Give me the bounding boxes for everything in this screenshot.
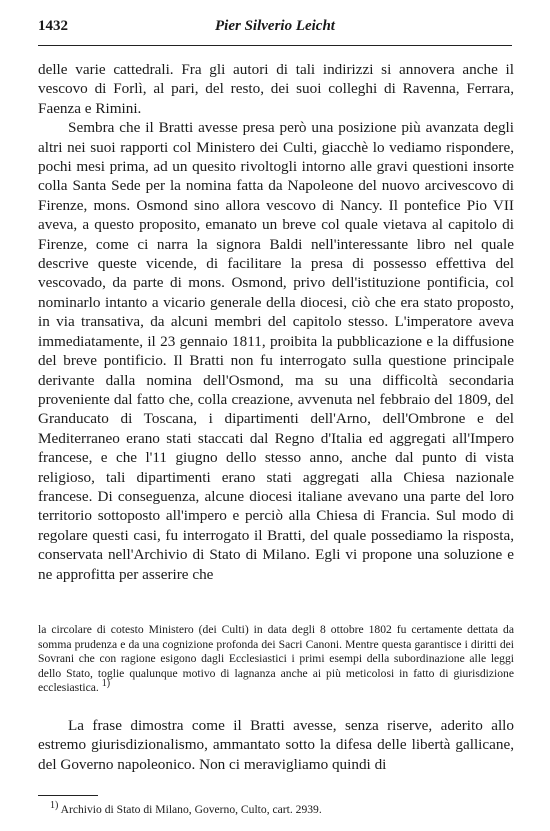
footnote-reference: 1) <box>101 678 111 690</box>
header-rule <box>38 45 512 46</box>
paragraph-2: Sembra che il Bratti avesse presa però una posizione più avanzata degli altri nei suoi rapporti col Ministero dei Culti, giacchè lo vediamo rispondere, pochi mesi prima, ad un quesito rivoltogli intorno alle gravi questioni insorte colla Santa Sede per la nomina fatta da Napoleone del nuovo arcivescovo di Firenze, mons. Osmond sino allora vescovo di Nancy. Il pontefice Pio VII aveva, a questo proposito, emanato un breve col quale vietava al capitolo di Firenze, come ci narra la signora Baldi nell'interessante libro nel quale descrive queste vicende, di facilitare la presa di possesso effettiva del vescovado, da parte di mons. Osmond, privo dell'istituzione pontificia, col nominarlo intanto a vicario generale della diocesi, ciò che era stato proposto, in via transativa, da alcuni membri del capitolo stesso. L'imperatore aveva immediatamente, il 23 gennaio 1811, proibita la pubblicazione e la diffusione del breve pontificio. Il Bratti non fu interrogato sulla questione principale derivante dalla nomina dell'Osmond, ma su una difficoltà secondaria proveniente dal fatto che, colla creazione, avvenuta nel febbraio del 1809, del Granducato di Toscana, i dipartimenti dell'Arno, dell'Ombrone e del Mediterraneo erano stati staccati dal Regno d'Italia ed aggregati all'Impero francese, e che l'11 giugno dello stesso anno, anche dal punto di vista religioso, tali dipartimenti erano stati aggregati alla Chiesa nazionale francese. Di conseguenza, alcune diocesi italiane avevano una parte del loro territorio sottoposto all'impero e perciò alla Chiesa di Francia. Sul modo di regolare questi casi, fu interrogato il Bratti, del quale possediamo la risposta, conservata nell'Archivio di Stato di Milano. Egli vi propone una soluzione e ne approfitta per asserire che <box>38 119 514 583</box>
main-text <box>38 60 514 584</box>
footnote <box>50 800 322 816</box>
block-quote <box>38 623 514 696</box>
page-number: 1432 <box>38 18 68 34</box>
footnote-mark: 1) <box>50 800 59 812</box>
main-text-continued <box>38 716 514 774</box>
footnote-text: Archivio di Stato di Milano, Governo, Culto, cart. 2939. <box>60 803 322 816</box>
footnote-rule <box>38 795 98 796</box>
paragraph-1: delle varie cattedrali. Fra gli autori di tali indirizzi si annovera anche il vescovo di Forlì, al pari, del resto, dei suoi colleghi di Ravenna, Ferrara, Faenza e Rimini. <box>38 61 514 117</box>
page-header <box>38 18 512 38</box>
paragraph-3: La frase dimostra come il Bratti avesse, senza riserve, aderito allo estremo giurisdizionalismo, ammantato sotto la difesa delle libertà gallicane, del Governo napoleonico. Non ci meravigliamo quindi di <box>38 717 514 773</box>
quote-paragraph <box>38 623 514 696</box>
running-head: Pier Silverio Leicht <box>215 18 335 34</box>
quote-text: la circolare di cotesto Ministero (dei Culti) in data degli 8 ottobre 1802 fu certamente dettata da somma prudenza e da una cognizione profonda dei Sacri Canoni. Mentre questa garantisce i diritti dei Sovrani che con ragione esigono dagli Ecclesiastici i primi esempi della subordinazione alle leggi dello Stato, toglie qualunque motivo di lagnanza anche ai più meticolosi in fatto di giurisdizione ecclesiastica. <box>38 623 514 695</box>
